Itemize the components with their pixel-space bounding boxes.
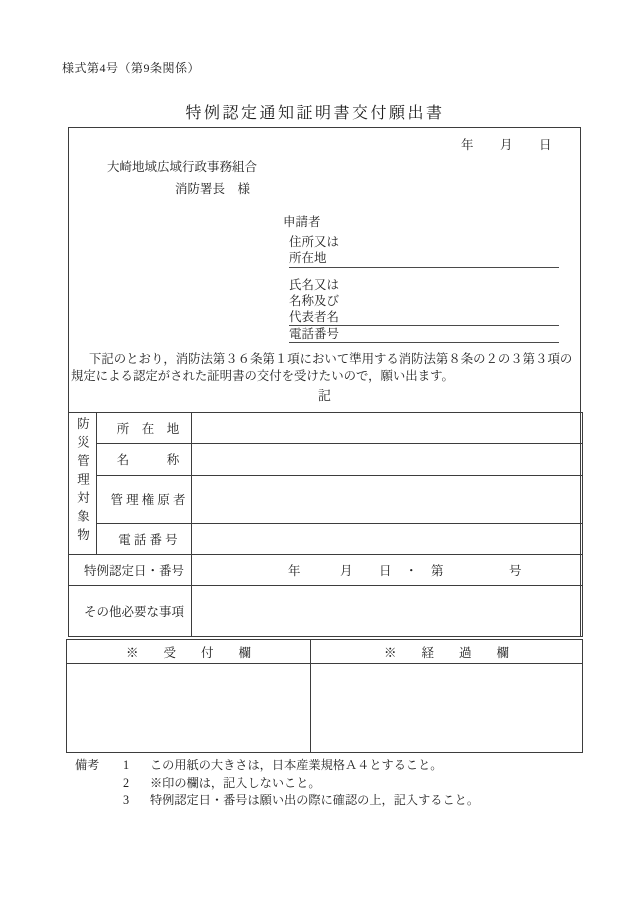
notes-items bbox=[123, 757, 479, 810]
name-label-line1: 氏名又は bbox=[289, 278, 340, 292]
table-row bbox=[69, 555, 583, 586]
stamp-table bbox=[66, 639, 583, 753]
application-form-box bbox=[68, 127, 581, 637]
request-paragraph: 下記のとおり，消防法第３６条第１項において準用する消防法第８条の２の３第３項の規定による認定がされた証明書の交付を受けたいので，願い出ます。 bbox=[71, 352, 573, 383]
row-value-cert-date-number: 年 月 日 ・ 第 号 bbox=[192, 555, 583, 586]
form-number: 様式第4号（第9条関係） bbox=[62, 61, 201, 75]
ki-marker: 記 bbox=[317, 388, 331, 403]
row-label-other-items: その他必要な事項 bbox=[69, 586, 192, 637]
progress-column-header: ※ 経 過 欄 bbox=[311, 640, 583, 664]
row-label-name: 名 称 bbox=[97, 443, 192, 475]
applicant-section-label: 申請者 bbox=[283, 215, 321, 229]
note-text: この用紙の大きさは，日本産業規格Ａ４とすること。 bbox=[150, 758, 443, 772]
applicant-name-field bbox=[289, 277, 559, 326]
notes-label: 備考 bbox=[75, 758, 100, 772]
row-label-cert-date-number: 特例認定日・番号 bbox=[69, 555, 192, 586]
facility-table bbox=[68, 412, 583, 638]
table-row bbox=[69, 586, 583, 637]
progress-stamp-area bbox=[311, 664, 583, 753]
row-value-phone bbox=[192, 523, 583, 554]
row-value-authority bbox=[192, 475, 583, 523]
name-label-line2: 名称及び bbox=[289, 294, 340, 308]
row-value-name bbox=[192, 443, 583, 475]
date-line: 年 月 日 bbox=[460, 138, 552, 152]
note-item bbox=[123, 757, 479, 775]
row-label-phone: 電 話 番 号 bbox=[97, 523, 192, 554]
note-number: 3 bbox=[123, 793, 130, 807]
stamp-table-header-row bbox=[67, 640, 583, 664]
facility-group-label: 防災管理対象物 bbox=[75, 416, 90, 546]
note-text: 特例認定日・番号は願い出の際に確認の上，記入すること。 bbox=[150, 793, 480, 807]
recipient-organization: 大崎地域広域行政事務組合 bbox=[107, 160, 258, 174]
notes-section bbox=[75, 757, 479, 810]
address-label-line1: 住所又は bbox=[289, 235, 340, 249]
table-row bbox=[69, 412, 583, 443]
table-row bbox=[69, 523, 583, 554]
receipt-column-header: ※ 受 付 欄 bbox=[67, 640, 311, 664]
note-number: 1 bbox=[123, 758, 130, 772]
row-value-location bbox=[192, 412, 583, 443]
page-title: 特例認定通知証明書交付願出書 bbox=[185, 105, 445, 122]
note-text: ※印の欄は，記入しないこと。 bbox=[150, 775, 321, 790]
address-label-line2: 所在地 bbox=[289, 251, 327, 265]
phone-label: 電話番号 bbox=[289, 327, 340, 341]
note-number: 2 bbox=[123, 775, 130, 790]
note-item bbox=[123, 792, 479, 810]
row-value-other-items bbox=[192, 586, 583, 637]
row-label-authority: 管 理 権 原 者 bbox=[97, 475, 192, 523]
facility-group-cell bbox=[69, 412, 97, 555]
recipient-salutation: 消防署長 様 bbox=[175, 182, 251, 196]
stamp-table-body-row bbox=[67, 664, 583, 753]
receipt-stamp-area bbox=[67, 664, 311, 753]
applicant-phone-field bbox=[289, 326, 559, 343]
name-label-line3: 代表者名 bbox=[289, 310, 340, 324]
table-row bbox=[69, 443, 583, 475]
row-label-location: 所 在 地 bbox=[97, 412, 192, 443]
table-row bbox=[69, 475, 583, 523]
note-item bbox=[123, 775, 479, 793]
applicant-address-field bbox=[289, 234, 559, 268]
